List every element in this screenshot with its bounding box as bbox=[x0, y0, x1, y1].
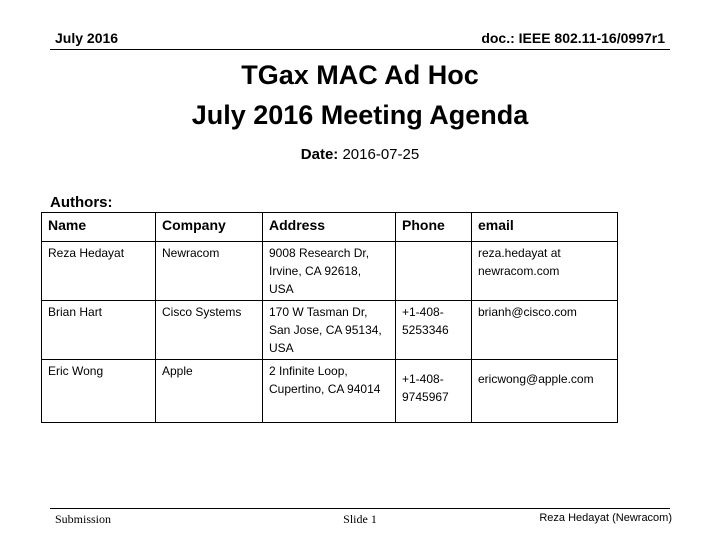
author-address: 9008 Research Dr, Irvine, CA 92618, USA bbox=[263, 242, 396, 301]
author-email: reza.hedayat at newracom.com bbox=[472, 242, 618, 301]
slide-title-line1: TGax MAC Ad Hoc bbox=[241, 60, 479, 90]
footer-slide-number: Slide 1 bbox=[343, 512, 377, 526]
column-header-phone: Phone bbox=[396, 213, 472, 242]
author-address: 170 W Tasman Dr, San Jose, CA 95134, USA bbox=[263, 301, 396, 360]
author-email: ericwong@apple.com bbox=[472, 360, 618, 423]
footer-author: Reza Hedayat (Newracom) bbox=[539, 512, 672, 524]
author-company: Apple bbox=[156, 360, 263, 423]
date-label: Date: bbox=[300, 146, 339, 163]
footer-submission: Submission bbox=[55, 512, 112, 526]
table-row bbox=[42, 301, 618, 360]
author-company: Newracom bbox=[156, 242, 263, 301]
authors-label: Authors: bbox=[50, 194, 113, 211]
column-header-name: Name bbox=[42, 213, 156, 242]
author-address: 2 Infinite Loop, Cupertino, CA 94014 bbox=[263, 360, 396, 423]
slide-title-line2: July 2016 Meeting Agenda bbox=[191, 100, 529, 130]
column-header-email: email bbox=[472, 213, 618, 242]
date-line bbox=[0, 146, 720, 163]
date-value: 2016-07-25 bbox=[342, 146, 420, 163]
author-email: brianh@cisco.com bbox=[472, 301, 618, 360]
column-header-address: Address bbox=[263, 213, 396, 242]
table-row bbox=[42, 360, 618, 423]
table-row bbox=[42, 242, 618, 301]
authors-table bbox=[41, 212, 618, 423]
column-header-company: Company bbox=[156, 213, 263, 242]
header-doc-id: doc.: IEEE 802.11-16/0997r1 bbox=[481, 30, 665, 46]
author-phone: +1-408-5253346 bbox=[396, 301, 472, 360]
header-date: July 2016 bbox=[55, 30, 119, 46]
header-rule bbox=[50, 49, 670, 50]
author-name: Eric Wong bbox=[42, 360, 156, 423]
table-header-row bbox=[42, 213, 618, 242]
author-company: Cisco Systems bbox=[156, 301, 263, 360]
author-name: Reza Hedayat bbox=[42, 242, 156, 301]
footer-rule bbox=[50, 508, 670, 509]
author-phone bbox=[396, 242, 472, 301]
author-name: Brian Hart bbox=[42, 301, 156, 360]
author-phone: +1-408-9745967 bbox=[396, 360, 472, 423]
